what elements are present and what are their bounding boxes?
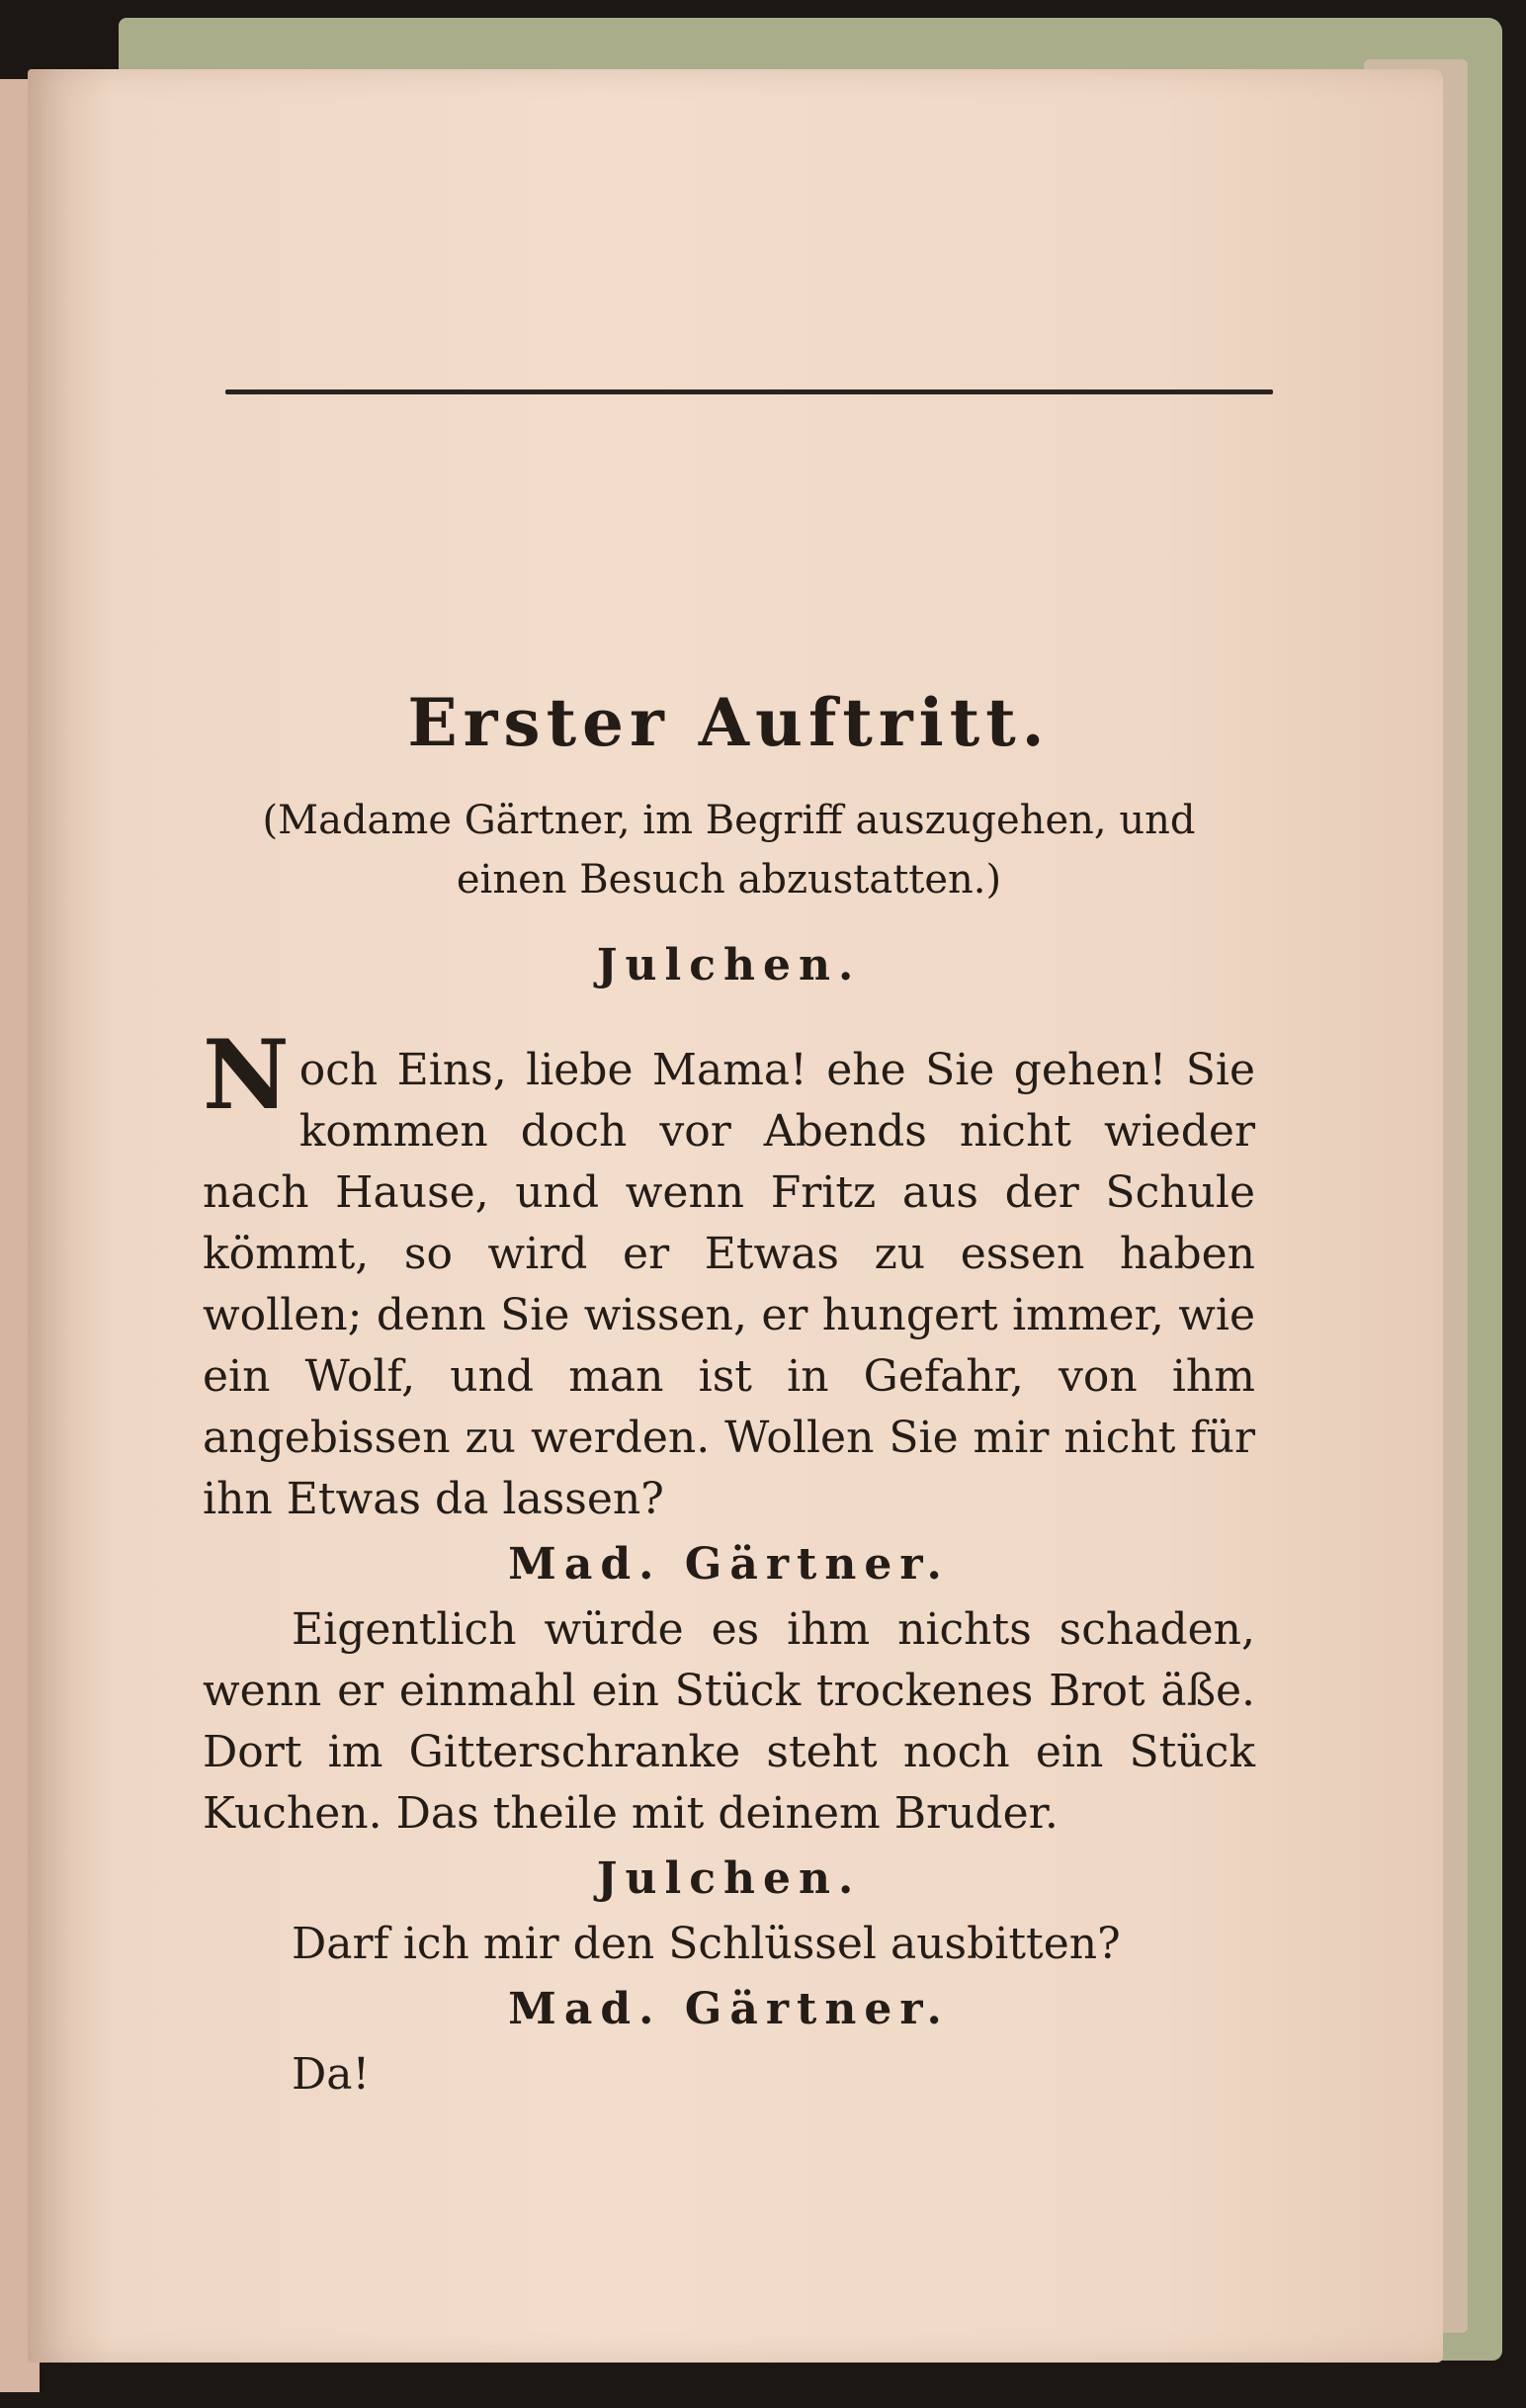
- speaker-label: Mad. Gärtner.: [508, 1539, 950, 1590]
- dialogue-paragraph: Da!: [292, 2049, 371, 2100]
- act-title: Erster Auftritt.: [407, 684, 1051, 761]
- speaker-label: Julchen.: [596, 1853, 862, 1904]
- stage-direction: (Madame Gärtner, im Begriff auszugehen, und einen Besuch abzustatten.): [262, 798, 1196, 903]
- header-rule: [225, 389, 1273, 394]
- page-text: [203, 684, 1255, 2106]
- speaker-label: Julchen.: [596, 940, 862, 990]
- dialogue-paragraph: [203, 1019, 1255, 1530]
- dialogue-paragraph: Darf ich mir den Schlüssel ausbitten?: [292, 1919, 1121, 1969]
- drop-cap: N: [203, 1019, 290, 1131]
- dialogue-text: och Eins, liebe Mama! ehe Sie gehen! Sie kommen doch vor Abends nicht wieder nach Hause, und wenn Fritz aus der Schule kömmt, so wird er Etwas zu essen haben wollen; denn Sie wissen, er hungert immer, wie ein Wolf, und man ist in Gefahr, von ihm angebissen zu werden. Wollen Sie mir nicht für ihn Etwas da lassen?: [203, 1045, 1255, 1524]
- speaker-label: Mad. Gärtner.: [508, 1984, 950, 2034]
- dialogue-paragraph: Eigentlich würde es ihm nichts schaden, wenn er einmahl ein Stück trockenes Brot äße. Dort im Gitterschranke steht noch ein Stück Kuchen. Das theile mit deinem Bruder.: [203, 1604, 1255, 1839]
